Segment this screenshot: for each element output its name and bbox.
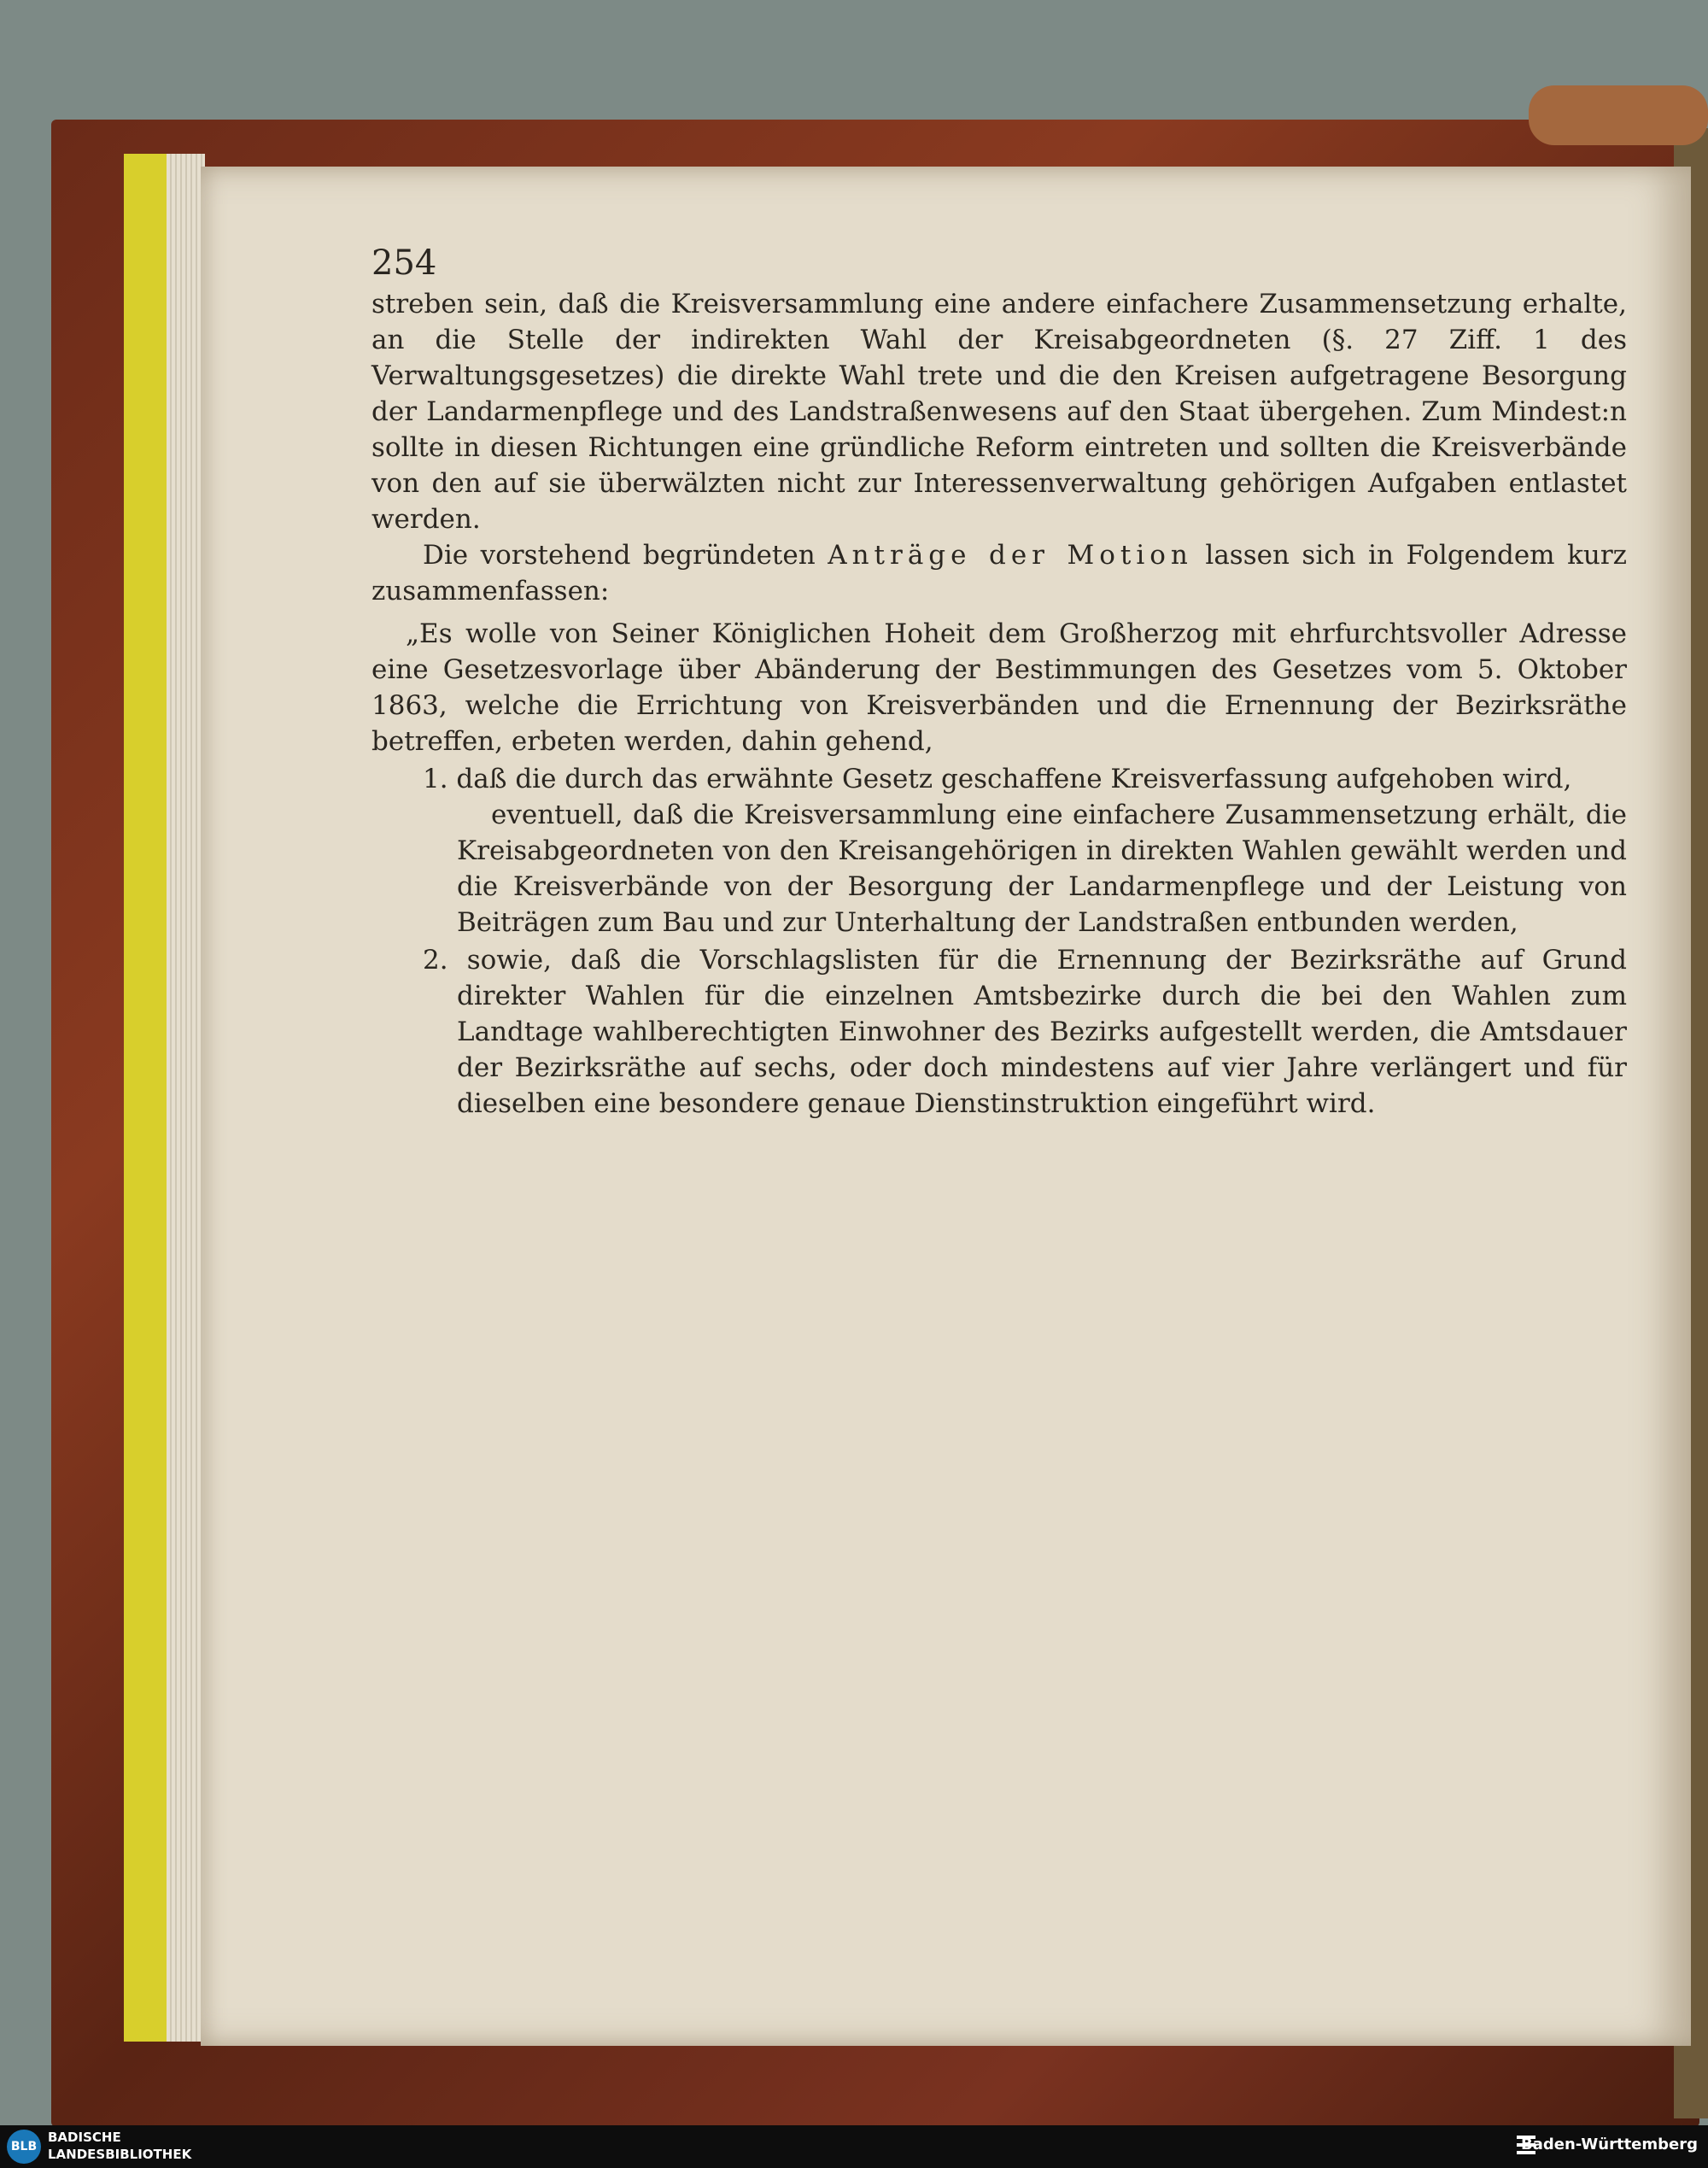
quote-paragraph: „Es wolle von Seiner Königlichen Hoheit dem Großherzog mit ehrfurchtsvoller Adresse eine Gesetzesvorlage über Abänderung der Bestimmungen des Gesetzes vom 5. Oktober 1863, welche die Errichtung von Kreisverbänden und die Ernennung der Bezirksräthe betreffen, erbeten werden, dahin gehend,: [371, 618, 1627, 757]
list-item-1: [371, 761, 1627, 940]
paragraph-1: streben sein, daß die Kreisversammlung eine andere einfachere Zusammensetzung erhalte, an die Stelle der indirekten Wahl der Kreisabgeordneten (§. 27 Ziff. 1 des Verwaltungsgesetzes) die direkte Wahl trete und die den Kreisen aufgetragene Besorgung der Landarmenpflege und des Landstraßenwesens auf den Staat übergehen. Zum Mindest:n sollte in diesen Richtungen eine gründliche Reform eintreten und sollten die Kreisverbände von den auf sie überwälzten nicht zur Interessenverwaltung gehörigen Aufgaben entlastet werden.: [371, 289, 1627, 535]
state-name: Baden-Württemberg: [1520, 2136, 1698, 2153]
book-strap: [1529, 85, 1708, 145]
paragraph-2-prefix: Die vorstehend begründeten: [423, 540, 816, 571]
list-item-2: 2. sowie, daß die Vorschlagslisten für die Ernennung der Bezirksräthe auf Grund direkter Wahlen für die einzelnen Amtsbezirke durch die bei den Wahlen zum Landtage wahlberechtigten Einwohner des Bezirks aufgestellt werden, die Amtsdauer der Bezirksräthe auf sechs, oder doch mindestens auf vier Jahre verlängert und für dieselben eine besondere genaue Dienstinstruktion eingeführt wird.: [423, 945, 1627, 1119]
paragraph-2-suffix: lassen sich in Folgendem kurz zusammenfassen:: [371, 540, 1627, 606]
blb-logo: BLB: [7, 2130, 41, 2164]
paragraph-2: [371, 537, 1627, 609]
page-number: 254: [371, 243, 437, 283]
institution-line-2: LANDESBIBLIOTHEK: [48, 2147, 192, 2162]
institution-name: [48, 2129, 191, 2163]
viewer-footer: [0, 2125, 1708, 2168]
page-body: [371, 286, 1627, 1122]
book-page: [201, 167, 1691, 2046]
institution-line-1: BADISCHE: [48, 2130, 121, 2145]
page-edges: [167, 154, 205, 2042]
list-item-1-sub: eventuell, daß die Kreisversammlung eine einfachere Zusammensetzung erhält, die Kreisabgeordneten von den Kreisangehörigen in direkten Wahlen gewählt werden und die Kreisverbände von der Besorgung der Landarmenpflege und der Leistung von Beiträgen zum Bau und zur Unterhaltung der Landstraßen entbunden werden,: [457, 800, 1627, 938]
list-item-1-main: 1. daß die durch das erwähnte Gesetz geschaffene Kreisverfassung aufgehoben wird,: [423, 764, 1572, 794]
paragraph-2-spaced: Anträge der Motion: [828, 540, 1193, 571]
